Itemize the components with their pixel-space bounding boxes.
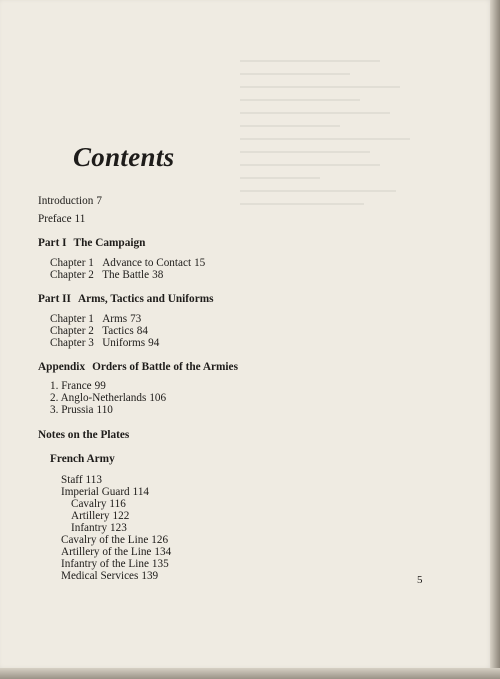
toc-entry-chapter[interactable] [50, 313, 141, 325]
toc-entry-introduction[interactable] [38, 195, 102, 207]
chapter-title: The Battle [102, 269, 150, 281]
page-edge-bottom [0, 668, 500, 679]
page-edge-right [490, 0, 500, 679]
entry-label: Infantry of the Line [61, 558, 149, 570]
entry-page: 114 [132, 486, 150, 498]
entry-page: 94 [148, 337, 160, 349]
chapter-label: Chapter 1 [50, 257, 94, 269]
chapter-label: Chapter 2 [50, 325, 94, 337]
part-title: Arms, Tactics and Uniforms [77, 293, 214, 305]
entry-page: 99 [94, 380, 106, 392]
entry-page: 122 [112, 510, 130, 522]
entry-page: 106 [149, 392, 167, 404]
chapter-label: Chapter 2 [50, 269, 94, 281]
entry-page: 116 [109, 498, 126, 510]
entry-label: Infantry [71, 522, 108, 534]
toc-entry-appendix-item[interactable] [50, 392, 166, 404]
toc-entry-chapter[interactable] [50, 257, 205, 269]
chapter-label: Chapter 1 [50, 313, 94, 325]
toc-entry-plate-sub[interactable] [71, 510, 129, 522]
chapter-title: Tactics [102, 325, 134, 337]
toc-entry-plate[interactable] [61, 570, 158, 582]
bleed-through-text [240, 60, 440, 340]
part2-heading[interactable] [38, 293, 214, 305]
toc-entry-plate-sub[interactable] [71, 522, 127, 534]
entry-page: 126 [151, 534, 169, 546]
entry-label: Cavalry [71, 498, 107, 510]
entry-page: 15 [194, 257, 206, 269]
toc-entry-plate-sub[interactable] [71, 498, 126, 510]
toc-entry-plate[interactable] [61, 486, 149, 498]
entry-page: 7 [96, 195, 102, 207]
entry-page: 139 [141, 570, 159, 582]
entry-label: Staff [61, 474, 83, 486]
page-title: Contents [73, 142, 175, 172]
chapter-label: Chapter 3 [50, 337, 94, 349]
toc-entry-chapter[interactable] [50, 269, 163, 281]
toc-entry-chapter[interactable] [50, 337, 159, 349]
entry-label: Introduction [38, 195, 94, 207]
entry-label: Medical Services [61, 570, 139, 582]
toc-entry-plate[interactable] [61, 546, 171, 558]
entry-page: 134 [154, 546, 172, 558]
entry-label: Preface [38, 213, 72, 225]
notes-heading[interactable]: Notes on the Plates [38, 429, 130, 441]
chapter-title: Arms [102, 313, 128, 325]
entry-page: 135 [151, 558, 169, 570]
entry-label: Cavalry of the Line [61, 534, 149, 546]
toc-entry-chapter[interactable] [50, 325, 148, 337]
part-number: Part II [38, 293, 71, 305]
entry-label: Imperial Guard [61, 486, 130, 498]
part-number: Part I [38, 237, 67, 249]
entry-page: 113 [85, 474, 102, 486]
notes-section-heading[interactable]: French Army [50, 453, 115, 465]
entry-page: 11 [74, 213, 86, 225]
toc-entry-plate[interactable] [61, 558, 169, 570]
entry-page: 84 [136, 325, 148, 337]
entry-label: 1. France [50, 380, 92, 392]
entry-page: 73 [130, 313, 142, 325]
chapter-title: Uniforms [102, 337, 146, 349]
toc-entry-appendix-item[interactable] [50, 380, 106, 392]
toc-entry-appendix-item[interactable] [50, 404, 113, 416]
entry-label: Artillery of the Line [61, 546, 152, 558]
appendix-heading[interactable] [38, 361, 238, 373]
appendix-label: Appendix [38, 361, 86, 373]
entry-label: 2. Anglo-Netherlands [50, 392, 147, 404]
toc-entry-plate[interactable] [61, 474, 102, 486]
part-title: The Campaign [73, 237, 146, 249]
part1-heading[interactable] [38, 237, 145, 249]
entry-page: 38 [152, 269, 164, 281]
toc-entry-plate[interactable] [61, 534, 168, 546]
appendix-title: Orders of Battle of the Armies [92, 361, 238, 373]
toc-entry-preface[interactable] [38, 213, 85, 225]
entry-label: Artillery [71, 510, 110, 522]
entry-page: 123 [110, 522, 127, 534]
page-number: 5 [417, 574, 423, 586]
chapter-title: Advance to Contact [102, 257, 192, 269]
entry-label: 3. Prussia [50, 404, 94, 416]
entry-page: 110 [96, 404, 113, 416]
